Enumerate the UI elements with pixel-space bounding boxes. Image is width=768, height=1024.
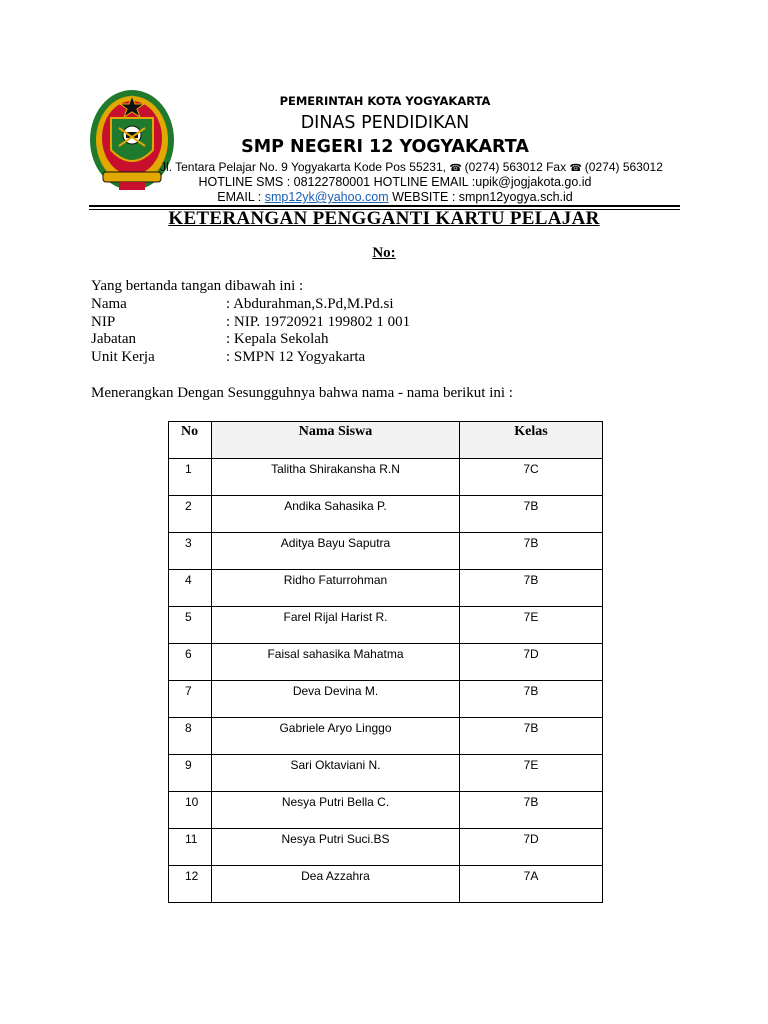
cell-name: Andika Sahasika P. [212,496,460,533]
email-line [160,190,630,204]
fax-icon: ☎ [569,163,582,174]
cell-no: 11 [169,829,212,866]
table-row [169,570,603,607]
header-no: No [169,422,212,459]
cell-kelas: 7B [460,496,603,533]
cell-no: 5 [169,607,212,644]
cell-name: Gabriele Aryo Linggo [212,718,460,755]
cell-kelas: 7B [460,792,603,829]
student-rows [169,459,603,903]
cell-no: 2 [169,496,212,533]
table-row [169,829,603,866]
cell-name: Faisal sahasika Mahatma [212,644,460,681]
header-kelas: Kelas [460,422,603,459]
signer-nip-value: : NIP. 19720921 199802 1 001 [226,314,411,330]
signer-unit-value: : SMPN 12 Yogyakarta [226,349,366,365]
table-header-row [169,422,603,459]
table-row [169,866,603,903]
cell-name: Dea Azzahra [212,866,460,903]
table-row [169,644,603,681]
cell-name: Nesya Putri Bella C. [212,792,460,829]
cell-kelas: 7B [460,681,603,718]
cell-name: Ridho Faturrohman [212,570,460,607]
cell-no: 1 [169,459,212,496]
document-number: No: [372,245,396,261]
table-row [169,459,603,496]
cell-kelas: 7D [460,644,603,681]
header-name: Nama Siswa [212,422,460,459]
school-name: SMP NEGERI 12 YOGYAKARTA [241,137,529,157]
cell-no: 8 [169,718,212,755]
signer-unit-label: Unit Kerja [91,349,155,365]
email-label: EMAIL : [217,190,262,204]
table-row [169,755,603,792]
fax-number: (0274) 563012 [584,160,663,174]
government-name: PEMERINTAH KOTA YOGYAKARTA [279,94,491,108]
signer-name-value: : Abdurahman,S.Pd,M.Pd.si [226,296,394,312]
cell-name: Aditya Bayu Saputra [212,533,460,570]
fax-label: Fax [546,160,567,174]
cell-kelas: 7B [460,533,603,570]
table-row [169,792,603,829]
signer-position-label: Jabatan [91,331,136,347]
table-row [169,607,603,644]
email-link[interactable]: smp12yk@yahoo.com [264,190,389,204]
cell-no: 6 [169,644,212,681]
signer-name-label: Nama [91,296,127,312]
cell-name: Deva Devina M. [212,681,460,718]
hotline-line: HOTLINE SMS : 08122780001 HOTLINE EMAIL :upik@jogjakota.go.id [198,175,592,189]
cell-kelas: 7B [460,570,603,607]
document-title: KETERANGAN PENGGANTI KARTU PELAJAR [168,208,600,229]
cell-kelas: 7D [460,829,603,866]
phone-number: (0274) 563012 [464,160,543,174]
cell-no: 7 [169,681,212,718]
letterhead-rule-thick [89,205,680,207]
cell-name: Talitha Shirakansha R.N [212,459,460,496]
cell-kelas: 7B [460,718,603,755]
cell-name: Farel Rijal Harist R. [212,607,460,644]
cell-kelas: 7A [460,866,603,903]
address-line [160,160,663,174]
cell-kelas: 7C [460,459,603,496]
student-table [168,421,603,903]
cell-no: 4 [169,570,212,607]
table-row [169,718,603,755]
table-row [169,533,603,570]
signer-position-value: : Kepala Sekolah [226,331,329,347]
cell-no: 3 [169,533,212,570]
table-row [169,681,603,718]
telephone-icon: ☎ [449,163,462,174]
cell-name: Sari Oktaviani N. [212,755,460,792]
intro-text: Yang bertanda tangan dibawah ini : [91,278,304,294]
address-text: Jl. Tentara Pelajar No. 9 Yogyakarta Kode Pos 55231, [160,160,446,174]
cell-kelas: 7E [460,755,603,792]
cell-no: 10 [169,792,212,829]
cell-name: Nesya Putri Suci.BS [212,829,460,866]
signer-nip-label: NIP [91,314,116,330]
cell-no: 9 [169,755,212,792]
cell-no: 12 [169,866,212,903]
cell-kelas: 7E [460,607,603,644]
table-row [169,496,603,533]
website-text: WEBSITE : smpn12yogya.sch.id [392,190,573,204]
department-name: DINAS PENDIDIKAN [300,113,470,133]
statement-text: Menerangkan Dengan Sesungguhnya bahwa nama - nama berikut ini : [91,385,513,401]
